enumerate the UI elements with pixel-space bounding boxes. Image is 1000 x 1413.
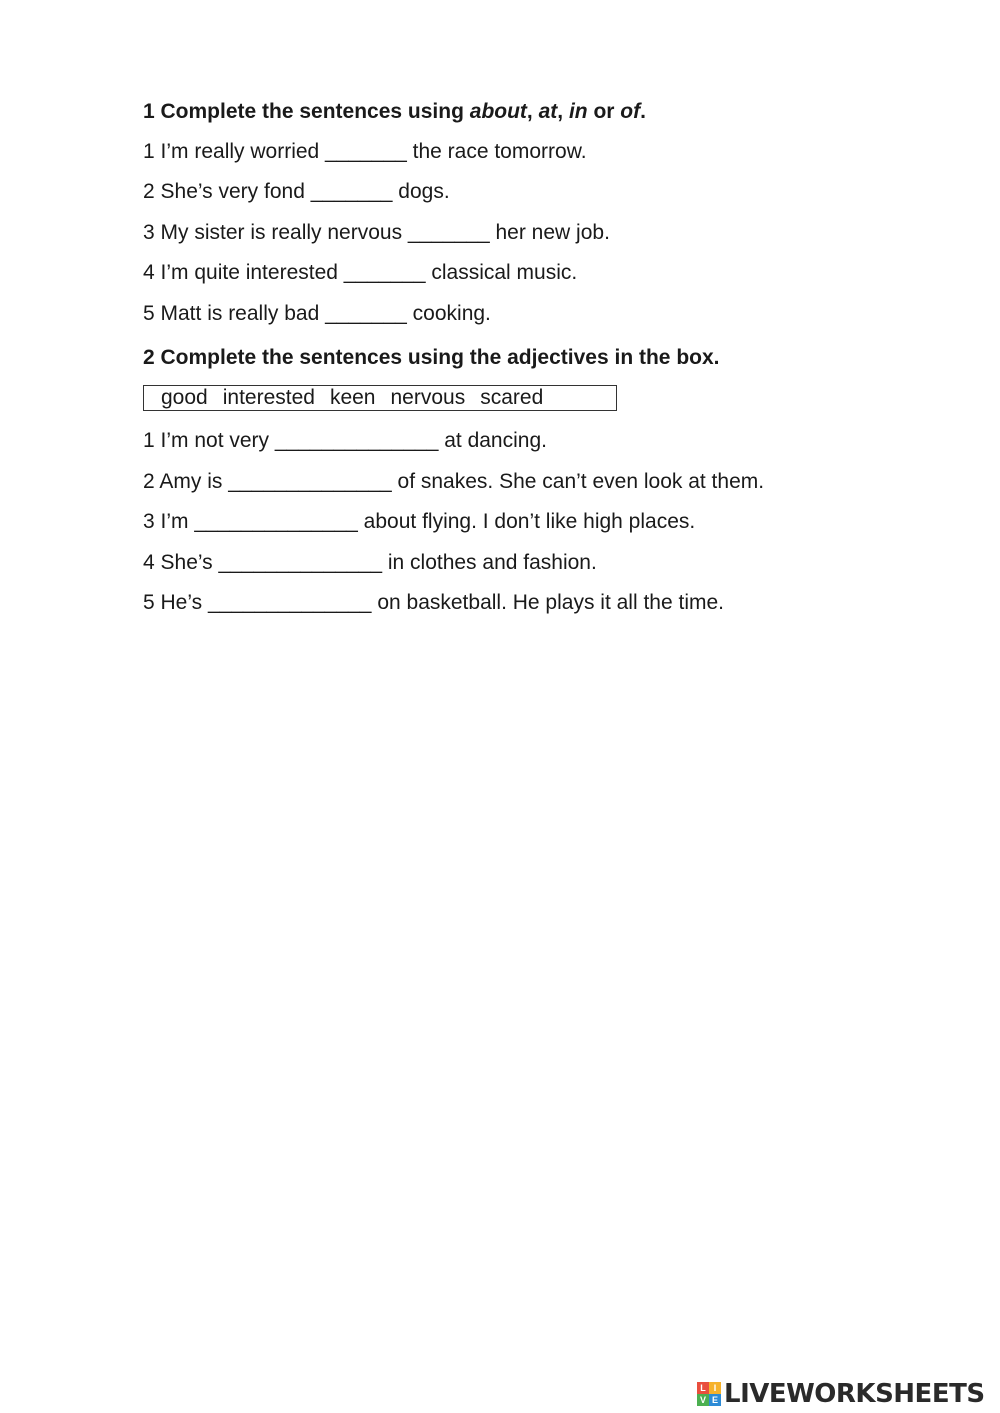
logo-mark-letter: L	[697, 1382, 709, 1394]
exercise-1-item: 1 I’m really worried _______ the race tomorrow.	[143, 140, 587, 163]
box-word: scared	[480, 386, 544, 409]
liveworksheets-logo	[697, 1379, 985, 1409]
exercise-2-item: 4 She’s ______________ in clothes and fashion.	[143, 551, 597, 574]
box-word: keen	[329, 386, 376, 409]
box-word: interested	[222, 386, 315, 409]
exercise-2-item: 2 Amy is ______________ of snakes. She can’t even look at them.	[143, 470, 765, 493]
exercise-1-heading: 1 Complete the sentences using about, at, in or of.	[143, 100, 646, 123]
exercise-2-heading: 2 Complete the sentences using the adjectives in the box.	[143, 346, 720, 369]
logo-mark-letter: E	[709, 1394, 721, 1406]
logo-text: LIVEWORKSHEETS	[724, 1379, 985, 1409]
exercise-1-item: 4 I’m quite interested _______ classical music.	[143, 261, 578, 284]
box-word: nervous	[390, 386, 466, 409]
exercise-1-item: 5 Matt is really bad _______ cooking.	[143, 302, 491, 325]
word-box	[143, 385, 617, 411]
exercise-1-item: 2 She’s very fond _______ dogs.	[143, 180, 450, 203]
exercise-2-item: 1 I’m not very ______________ at dancing.	[143, 429, 547, 452]
box-word: good	[161, 386, 208, 409]
exercise-2-item: 3 I’m ______________ about flying. I don’t like high places.	[143, 510, 696, 533]
exercise-1-item: 3 My sister is really nervous _______ her new job.	[143, 221, 610, 244]
exercise-2-item: 5 He’s ______________ on basketball. He plays it all the time.	[143, 591, 724, 614]
logo-mark-letter: V	[697, 1394, 709, 1406]
logo-mark-letter: I	[709, 1382, 721, 1394]
liveworksheets-logo-icon	[697, 1382, 721, 1406]
